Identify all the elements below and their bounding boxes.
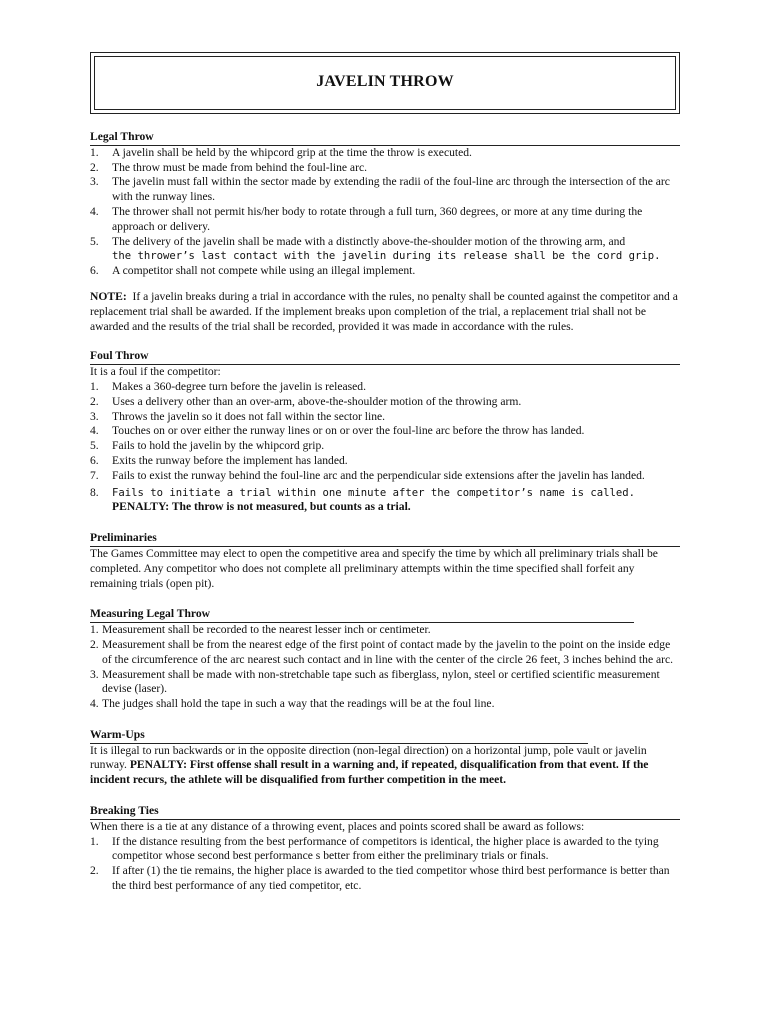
foul-throw-section (90, 349, 680, 515)
warmups-heading: Warm-Ups (90, 728, 588, 744)
item-text: Measurement shall be recorded to the nearest lesser inch or centimeter. (102, 623, 431, 637)
item-text: Throws the javelin so it does not fall within the sector line. (112, 409, 386, 423)
item-text: The javelin must fall within the sector made by extending the radii of the foul-line arc through the intersection of the arc with the runway lines. (112, 175, 670, 204)
preliminaries-section (90, 531, 680, 591)
breaking-ties-section (90, 804, 680, 894)
item-text: If after (1) the tie remains, the higher place is awarded to the tied competitor whose third best performance is better than the third best performance of any tied competitor, etc. (112, 864, 670, 893)
item-text: Exits the runway before the implement has landed. (112, 453, 348, 467)
item-text: Measurement shall be from the nearest edge of the first point of contact made by the javelin to the point on the inside edge of the circumference of the arc nearest such contact and in line with the center of the circle 26 feet, 3 inches behind the arc. (102, 637, 674, 666)
breaking-ties-intro: When there is a tie at any distance of a throwing event, places and points scored shall be award as follows: (90, 819, 585, 833)
warmups-section (90, 728, 680, 788)
item-number: 1. (90, 379, 99, 393)
item-number: 2. (90, 864, 99, 878)
item-number: 7. (90, 468, 99, 482)
item-number: 4. (90, 424, 99, 438)
breaking-ties-heading: Breaking Ties (90, 804, 680, 820)
title-box (90, 52, 680, 114)
list-item (90, 380, 680, 395)
item-text: Fails to initiate a trial within one minute after the competitor’s name is called. (112, 486, 635, 499)
list-item (90, 638, 680, 668)
foul-throw-heading: Foul Throw (90, 349, 680, 365)
foul-throw-intro: It is a foul if the competitor: (90, 365, 221, 379)
item-number: 1. (90, 145, 99, 159)
list-item (90, 469, 680, 484)
item-text: Fails to exist the runway behind the foul-line arc and the perpendicular side extensions after the javelin has landed. (112, 468, 645, 482)
item-number: 4. (90, 697, 99, 711)
item-number: 3. (90, 409, 99, 423)
list-item (90, 623, 680, 638)
warmups-text (90, 744, 680, 788)
item-number: 2. (90, 637, 99, 651)
list-item (90, 835, 680, 865)
foul-throw-list (90, 380, 680, 500)
item-text: If the distance resulting from the best performance of competitors is identical, the higher place is awarded to the tying competitor whose second best performance s better from either the preliminary trials or finals. (112, 834, 659, 863)
item-number: 8. (90, 485, 99, 499)
item-text: Uses a delivery other than an over-arm, above-the-shoulder motion of the throwing arm. (112, 394, 522, 408)
measuring-list (90, 623, 680, 712)
breaking-ties-list (90, 835, 680, 894)
item-text: The judges shall hold the tape in such a way that the readings will be at the foul line. (102, 697, 495, 711)
measuring-section (90, 607, 680, 712)
item-number: 4. (90, 204, 99, 218)
warmups-body: It is illegal to run backwards or in the opposite direction (non-legal direction) on a horizontal jump, pole vault or javelin runway. (90, 743, 647, 772)
item-number: 2. (90, 160, 99, 174)
legal-throw-heading: Legal Throw (90, 130, 680, 146)
item-text: Measurement shall be made with non-stretchable tape such as fiberglass, nylon, steel or certified scientific measurement devise (laser). (102, 667, 660, 696)
item-text: Fails to hold the javelin by the whipcord grip. (112, 439, 325, 453)
note-text: If a javelin breaks during a trial in accordance with the rules, no penalty shall be counted against the competitor and a replacement trial shall be awarded. If the implement breaks upon completion of the trial, a replacement trial shall not be awarded and the results of the trial shall be recorded, provided it was made in accordance with the rules. (90, 289, 678, 333)
item-text-continued: the thrower’s last contact with the javelin during its release shall be the cord grip. (112, 250, 661, 263)
item-number: 5. (90, 439, 99, 453)
foul-penalty: PENALTY: The throw is not measured, but counts as a trial. (112, 500, 411, 514)
legal-throw-section (90, 130, 680, 334)
page-title: JAVELIN THROW (316, 73, 454, 90)
item-number: 3. (90, 175, 99, 189)
item-number: 2. (90, 394, 99, 408)
list-item (90, 697, 680, 712)
item-number: 1. (90, 623, 99, 637)
list-item (90, 486, 680, 501)
list-item (90, 454, 680, 469)
item-text: A javelin shall be held by the whipcord grip at the time the throw is executed. (112, 145, 472, 159)
item-text: Touches on or over either the runway lines or on or over the foul-line arc before the throw has landed. (112, 424, 585, 438)
list-item (90, 235, 680, 265)
document-page (90, 52, 680, 894)
item-number: 6. (90, 264, 99, 278)
legal-throw-list (90, 146, 680, 279)
list-item (90, 175, 680, 205)
list-item (90, 410, 680, 425)
list-item (90, 439, 680, 454)
item-text: The thrower shall not permit his/her body to rotate through a full turn, 360 degrees, or more at any time during the approach or delivery. (112, 204, 643, 233)
list-item (90, 668, 680, 698)
item-text: A competitor shall not compete while using an illegal implement. (112, 264, 416, 278)
item-number: 5. (90, 234, 99, 248)
measuring-heading: Measuring Legal Throw (90, 607, 634, 623)
preliminaries-heading: Preliminaries (90, 531, 680, 547)
list-item (90, 161, 680, 176)
item-text: Makes a 360-degree turn before the javelin is released. (112, 379, 366, 393)
item-number: 3. (90, 667, 99, 681)
item-text: The throw must be made from behind the foul-line arc. (112, 160, 367, 174)
item-text (112, 235, 680, 265)
note-label: NOTE: (90, 289, 127, 303)
item-number: 6. (90, 453, 99, 467)
list-item (90, 264, 680, 279)
list-item (90, 146, 680, 161)
list-item (90, 424, 680, 439)
list-item (90, 864, 680, 894)
preliminaries-text: The Games Committee may elect to open the competitive area and specify the time by which all preliminary trials shall be completed. Any competitor who does not complete all preliminary attempts within the time specified shall forfeit any remaining trials (open pit). (90, 546, 658, 590)
list-item (90, 205, 680, 235)
item-number: 1. (90, 834, 99, 848)
warmups-penalty: PENALTY: First offense shall result in a warning and, if repeated, disqualification from that event. If the incident recurs, the athlete will be disqualified from further competition in the meet. (90, 758, 649, 787)
list-item (90, 395, 680, 410)
note-paragraph (90, 290, 680, 334)
item-text-part: The delivery of the javelin shall be made with a distinctly above-the-shoulder motion of the throwing arm, and (112, 234, 626, 248)
